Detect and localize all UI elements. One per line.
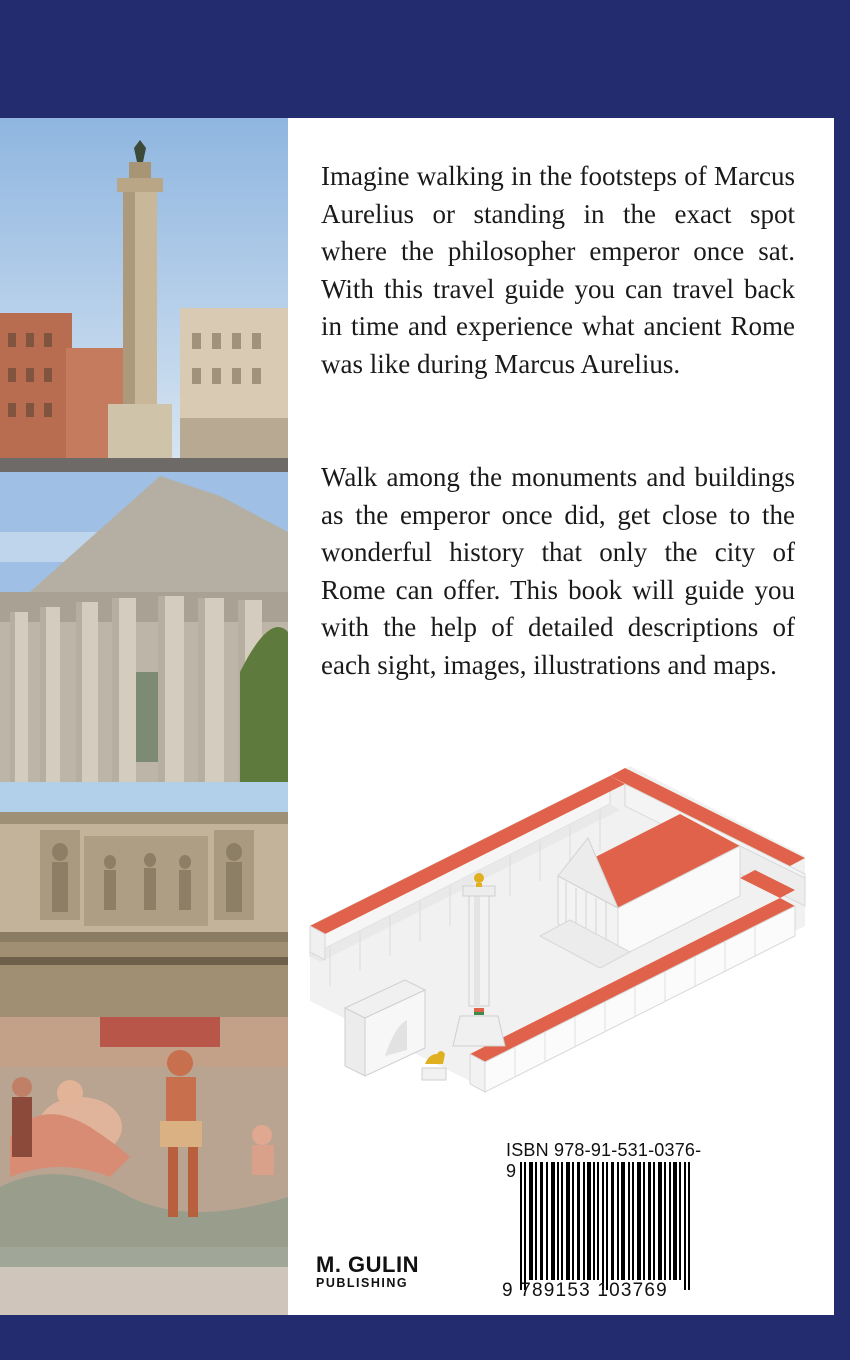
arch-relief-photo <box>0 782 288 1017</box>
temple-photo <box>0 472 288 782</box>
forum-illustration <box>300 746 820 1186</box>
blurb-paragraph-1: Imagine walking in the footsteps of Marcus Aurelius or standing in the exact spot where the philosopher emperor once sat. With this travel guide you can travel back in time and experience what ancient Rome was like during Marcus Aurelius. <box>321 161 795 379</box>
publisher-name: M. GULIN <box>316 1252 419 1277</box>
back-cover <box>0 118 834 1315</box>
barcode <box>520 1162 690 1290</box>
fresco-photo <box>0 1017 288 1315</box>
blurb-paragraph-2: Walk among the monuments and buildings as the emperor once did, get close to the wonderful history that only the city of Rome can offer. This book will guide you with the help of detailed descriptions of each sight, images, illustrations and maps. <box>321 462 795 680</box>
publisher-logo <box>316 1254 419 1290</box>
barcode-digits: 9 789153 103769 <box>502 1280 668 1301</box>
publisher-subtitle: PUBLISHING <box>316 1276 409 1290</box>
photo-strip <box>0 118 288 1315</box>
column-photo <box>0 118 288 472</box>
isbn-label: ISBN 978-91-531-0376-9 <box>506 1140 702 1181</box>
